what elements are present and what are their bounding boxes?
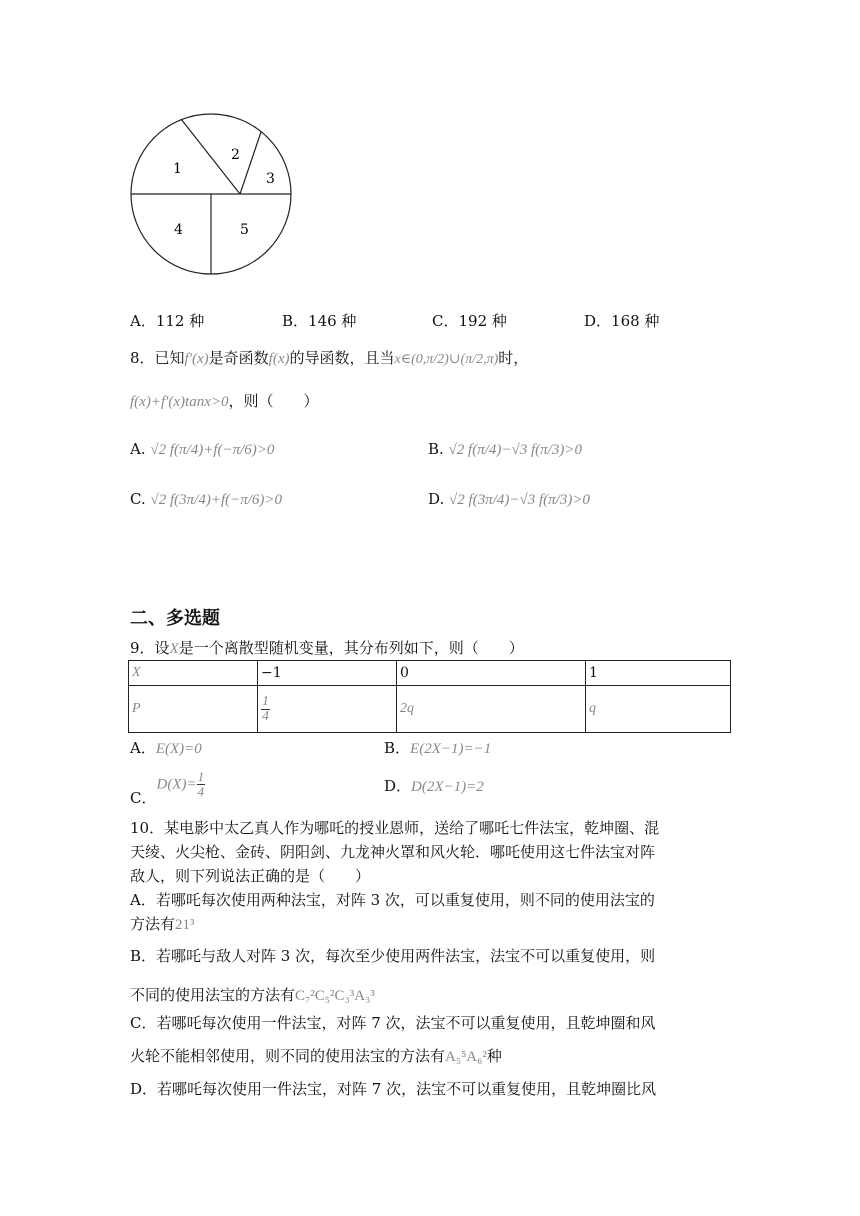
q8-stem-text: 的导函数，且当: [289, 349, 395, 367]
q10-option-c-formula: A₅⁵A₆²: [445, 1049, 487, 1065]
pie-label-5: 5: [240, 222, 249, 238]
table-row: [129, 686, 731, 733]
fraction-numerator: 1: [262, 693, 269, 709]
region-pie-figure: [128, 110, 294, 278]
fraction-denominator: 4: [197, 784, 205, 799]
q9-option-a: [130, 738, 202, 759]
q9-option-c-label: C．: [130, 788, 157, 807]
pie-label-3: 3: [266, 171, 275, 187]
q10-option-b-line1: B．若哪吒与敌人对阵 3 次，每次至少使用两件法宝，法宝不可以重复使用，则: [130, 947, 656, 965]
pie-label-2: 2: [231, 147, 240, 163]
q9-option-b-formula: E(2X−1)=−1: [410, 741, 492, 757]
q8-option-d-label: D.: [428, 490, 445, 508]
fraction-one-quarter: [261, 695, 270, 724]
q8-condition-formula: f(x)+f′(x)tanx>0: [130, 394, 229, 410]
q8-option-d: [428, 489, 590, 510]
q8-option-c-label: C.: [130, 490, 146, 508]
section-heading: 二、多选题: [130, 608, 220, 629]
q9-option-b: [384, 738, 491, 759]
table-cell: 2q: [397, 686, 586, 733]
table-cell: P: [129, 686, 258, 733]
q8-stem-text: 8．已知: [130, 349, 185, 367]
q7-option-c: C．192 种: [432, 312, 507, 330]
q10-option-c-line1: C．若哪吒每次使用一件法宝，对阵 7 次，法宝不可以重复使用，且乾坤圈和风: [130, 1014, 656, 1032]
fraction-numerator: 1: [197, 769, 205, 784]
table-cell: 0: [397, 661, 586, 686]
q10-option-d-line1: D．若哪吒每次使用一件法宝，对阵 7 次，法宝不可以重复使用，且乾坤圈比风: [130, 1080, 657, 1098]
table-cell: 1: [586, 661, 731, 686]
q8-stem-text: ，则（ ）: [228, 392, 319, 410]
table-cell: [258, 686, 397, 733]
q8-stem-line1: [130, 348, 528, 370]
q10-option-b-formula: C₇²C₅²C₃³A₃³: [295, 988, 375, 1004]
q9-option-a-formula: E(X)=0: [155, 741, 202, 757]
pie-label-4: 4: [174, 222, 183, 238]
q9-stem-text: 9．设: [130, 639, 170, 657]
q7-option-a: A．112 种: [130, 312, 205, 330]
q8-stem-line2: [130, 391, 319, 412]
q10-option-c-text: 种: [486, 1047, 502, 1065]
q10-option-a-line1: A．若哪吒每次使用两种法宝，对阵 3 次，可以重复使用，则不同的使用法宝的: [130, 891, 655, 909]
q10-option-a-text: 方法有: [130, 915, 176, 933]
q9-option-d-label: D．: [384, 777, 412, 795]
q8-stem-text: 是奇函数: [208, 349, 269, 367]
q10-option-c-text: 火轮不能相邻使用，则不同的使用法宝的方法有: [130, 1047, 446, 1065]
q9-option-b-label: B．: [384, 739, 411, 757]
table-cell: −1: [258, 661, 397, 686]
q9-stem-text: 是一个离散型随机变量，其分布列如下，则（ ）: [178, 639, 524, 657]
table-row: [129, 661, 731, 686]
q7-option-b: B．146 种: [282, 312, 357, 330]
pie-divider-2-3: [240, 132, 261, 194]
q10-stem-line1: 10．某电影中太乙真人作为哪吒的授业恩师，送给了哪吒七件法宝，乾坤圈、混: [130, 819, 660, 837]
fraction-denominator: 4: [262, 708, 269, 724]
q8-stem-text: 时，: [498, 349, 529, 367]
q8-option-a: [130, 439, 274, 460]
q8-option-c-formula: √2 f(3π/4)+f(−π/6)>0: [150, 492, 283, 508]
q8-option-b-formula: √2 f(π/4)−√3 f(π/3)>0: [448, 442, 582, 458]
q7-option-d: D．168 种: [584, 312, 660, 330]
q8-option-d-formula: √2 f(3π/4)−√3 f(π/3)>0: [449, 492, 590, 508]
q8-fprime-formula: f′(x): [184, 351, 209, 367]
q8-fx-formula: f(x): [268, 351, 290, 367]
q9-stem: [130, 638, 524, 659]
table-cell: q: [586, 686, 731, 733]
q9-option-d-formula: D(2X−1)=2: [411, 779, 484, 795]
q10-option-c-line2: [130, 1046, 502, 1067]
q8-option-a-label: A.: [130, 440, 146, 458]
q9-option-c-formula: D(X)=: [156, 776, 197, 793]
q9-option-c: [130, 769, 205, 807]
q8-option-c: [130, 489, 282, 510]
q8-option-a-formula: √2 f(π/4)+f(−π/6)>0: [150, 442, 275, 458]
q8-option-b-label: B.: [428, 440, 444, 458]
q10-option-a-formula: 21³: [175, 917, 195, 933]
q9-option-d: [384, 776, 484, 797]
table-cell: X: [129, 661, 258, 686]
q10-stem-line2: 天绫、火尖枪、金砖、阴阳剑、九龙神火罩和风火轮．哪吒使用这七件法宝对阵: [130, 843, 656, 861]
q8-domain-formula: x∈(0,π/2)∪(π/2,π): [394, 352, 499, 367]
q10-stem-line3: 敌人，则下列说法正确的是（ ）: [130, 867, 371, 885]
q9-distribution-table: [128, 660, 731, 733]
pie-label-1: 1: [173, 161, 182, 177]
fraction-one-quarter: [197, 770, 206, 799]
q9-variable: X: [169, 641, 179, 657]
q10-option-b-text: 不同的使用法宝的方法有: [130, 986, 296, 1004]
q10-option-b-line2: [130, 985, 375, 1006]
q10-option-a-line2: [130, 914, 195, 935]
q9-option-a-label: A．: [130, 739, 156, 757]
q8-option-b: [428, 439, 582, 460]
